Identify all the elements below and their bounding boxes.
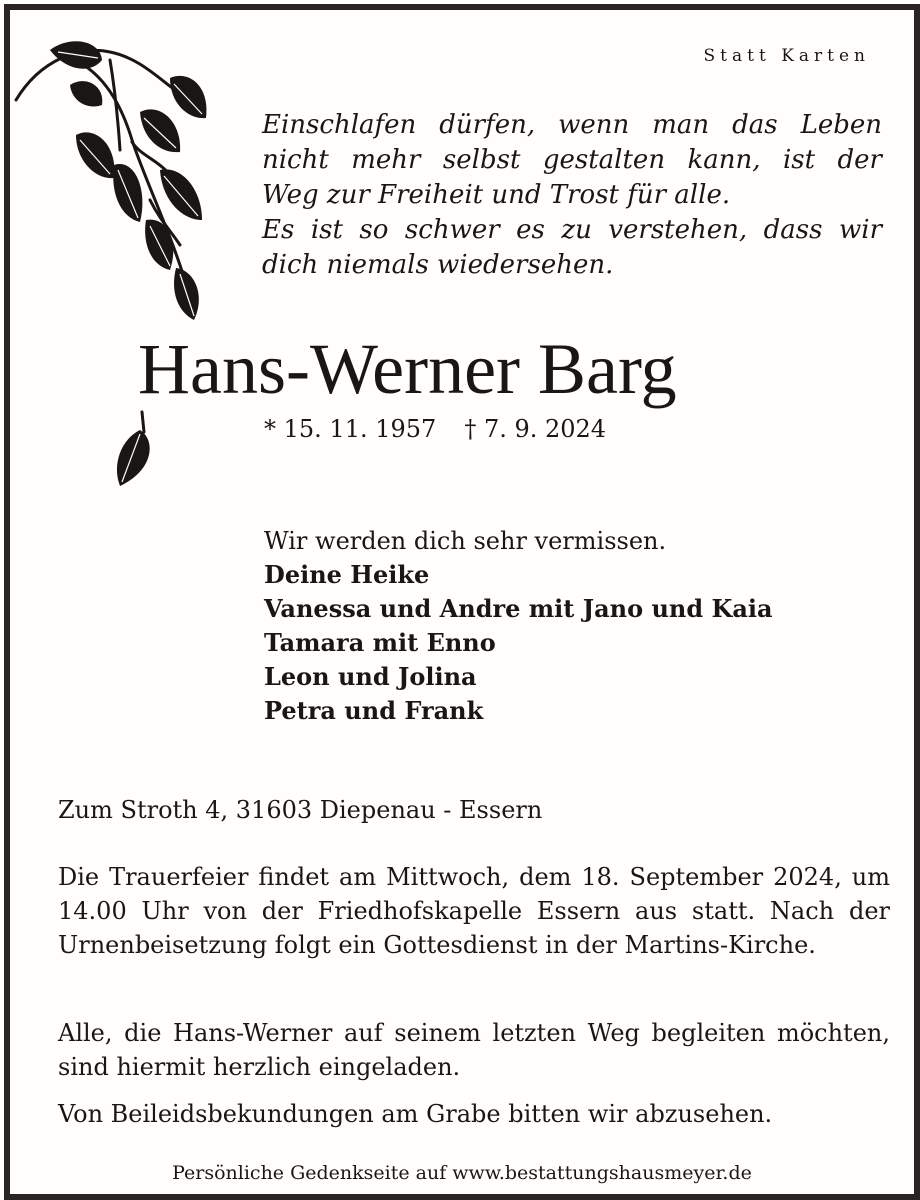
poem-line: dich niemals wiedersehen. <box>262 250 614 280</box>
ceremony-paragraph: Die Trauerfeier findet am Mittwoch, dem 18. September 2024, um 14.00 Uhr von der Friedhofskapelle Essern aus statt. Nach der Urnenbeisetzung folgt ein Gottesdienst in der Martins-Kirche. <box>58 863 890 959</box>
poem-line: Einschlafen dürfen, wenn man das Leben <box>262 110 882 140</box>
poem-line: Weg zur Freiheit und Trost für alle. <box>262 180 731 210</box>
family-member: Tamara mit Enno <box>264 628 496 657</box>
family-intro: Wir werden dich sehr vermissen. <box>264 527 667 555</box>
address: Zum Stroth 4, 31603 Diepenau - Essern <box>58 796 543 824</box>
statt-karten-label: Statt Karten <box>703 46 870 66</box>
family-member: Leon und Jolina <box>264 662 477 691</box>
poem <box>262 108 882 283</box>
family-member: Vanessa und Andre mit Jano und Kaia <box>264 594 773 623</box>
birth-date: * 15. 11. 1957 <box>264 415 437 443</box>
deceased-name: Hans-Werner Barg <box>138 329 677 409</box>
life-dates <box>264 415 606 443</box>
condolence-paragraph: Von Beileidsbekundungen am Grabe bitten wir abzusehen. <box>58 1100 773 1128</box>
poem-line: nicht mehr selbst gestalten kann, ist der <box>262 145 882 175</box>
family-member: Petra und Frank <box>264 696 484 725</box>
poem-line: Es ist so schwer es zu verstehen, dass wir <box>262 215 882 245</box>
birch-branch-icon <box>10 30 230 330</box>
invite-paragraph: Alle, die Hans-Werner auf seinem letzten Weg begleiten möchten, sind hiermit herzlich eingeladen. <box>58 1019 890 1081</box>
leaf-icon <box>110 410 160 490</box>
obituary-card <box>4 4 920 1200</box>
memorial-website: Persönliche Gedenkseite auf www.bestattungshausmeyer.de <box>172 1162 752 1184</box>
family-member: Deine Heike <box>264 560 430 589</box>
death-date: † 7. 9. 2024 <box>464 415 607 443</box>
family-section <box>264 524 773 728</box>
